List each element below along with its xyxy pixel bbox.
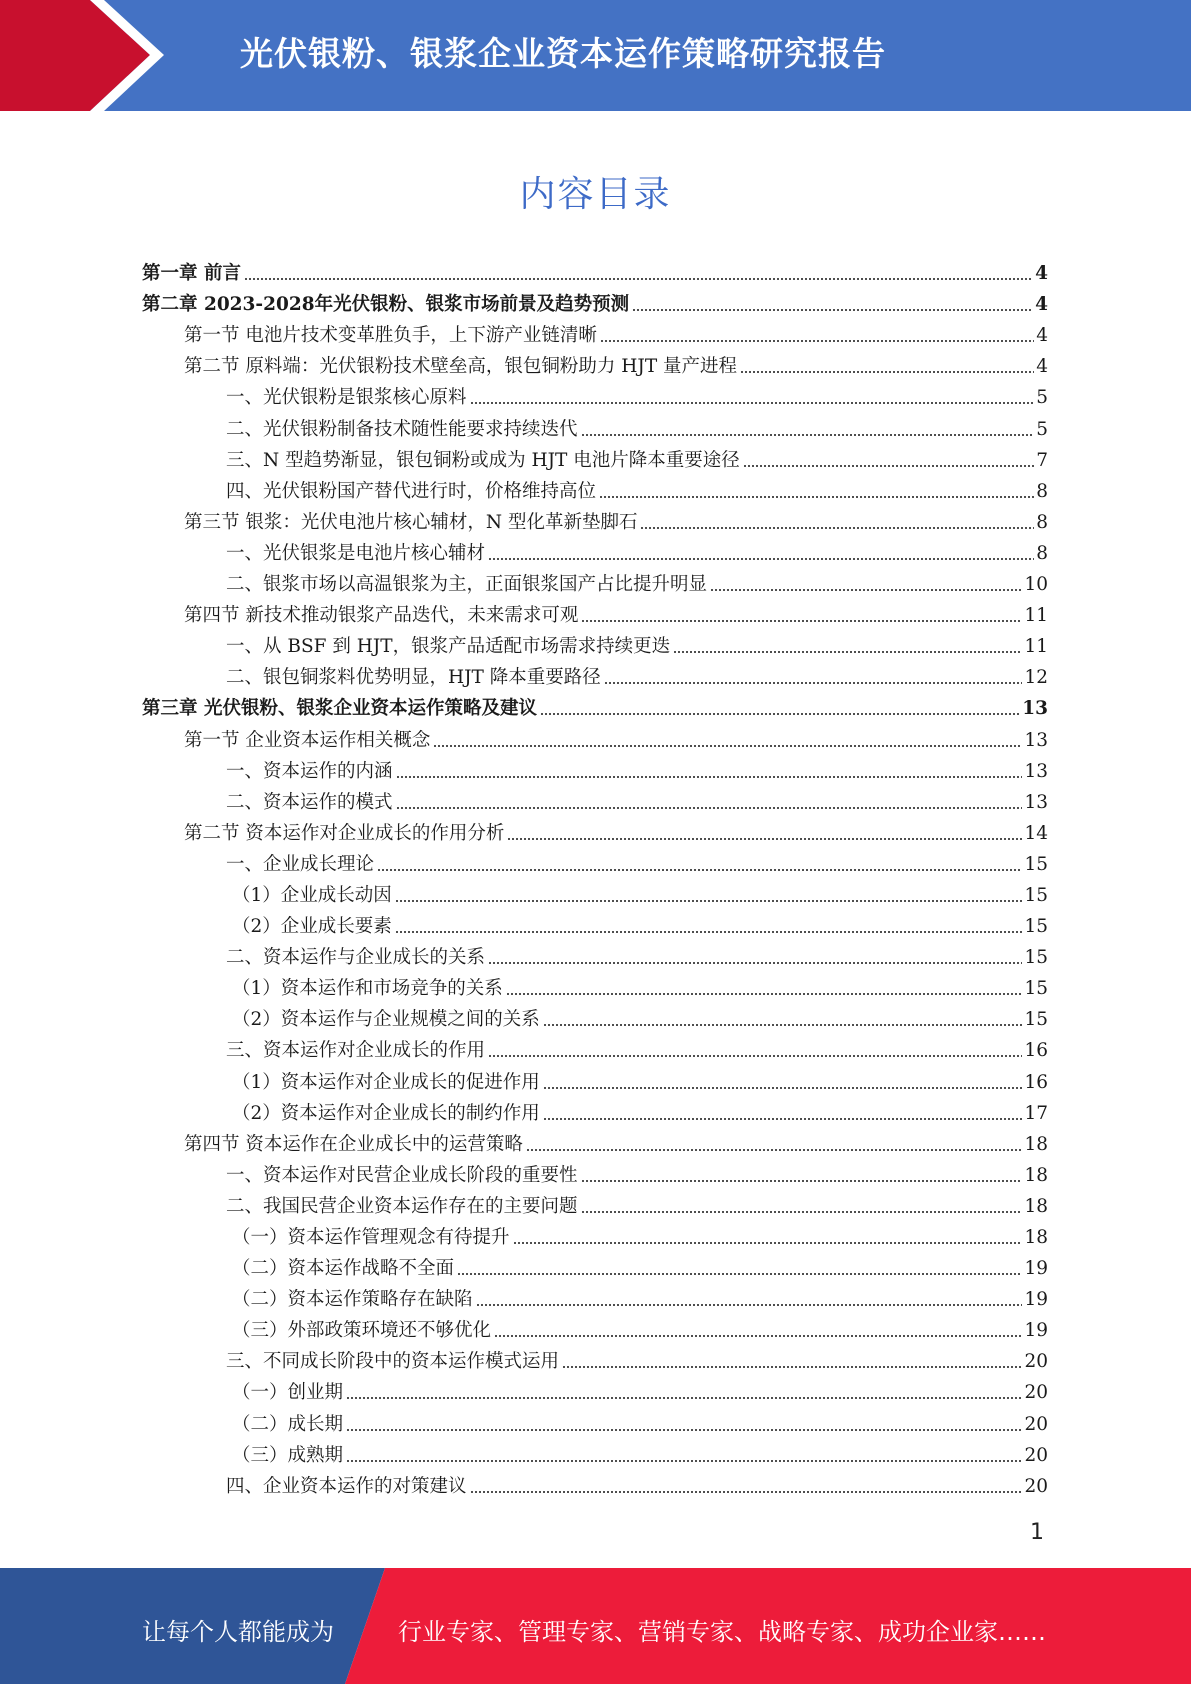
toc-leader-dots [395,930,1023,934]
toc-entry-page: 13 [1024,760,1048,782]
toc-entry[interactable] [142,907,1048,938]
report-title: 光伏银粉、银浆企业资本运作策略研究报告 [240,34,886,73]
toc-entry[interactable] [142,1373,1048,1404]
toc-entry-page: 14 [1024,822,1048,844]
toc-entry[interactable] [142,503,1048,534]
toc-leader-dots [346,1428,1022,1432]
toc-entry-label: 第二节 资本运作对企业成长的作用分析 [184,822,505,844]
toc-entry-label: 第一章 前言 [142,263,241,285]
toc-entry-label: （三）成熟期 [232,1444,344,1466]
toc-entry[interactable] [142,720,1048,751]
toc-entry-page: 15 [1024,978,1048,1000]
toc-entry-page: 16 [1024,1071,1048,1093]
toc-entry-page: 13 [1024,729,1048,751]
toc-leader-dots [743,464,1034,468]
toc-leader-dots [346,1459,1022,1463]
toc-entry[interactable] [142,1062,1048,1093]
toc-leader-dots [346,1396,1022,1400]
toc-entry-label: 第一节 企业资本运作相关概念 [184,729,431,751]
footer-slogan-right: 行业专家、管理专家、营销专家、战略专家、成功企业家…… [398,1618,1046,1646]
toc-entry[interactable] [142,1187,1048,1218]
toc-leader-dots [581,619,1022,623]
toc-entry-page: 7 [1036,449,1048,471]
toc-entry-page: 5 [1036,418,1048,440]
toc-entry-page: 20 [1024,1413,1048,1435]
toc-entry[interactable] [142,1311,1048,1342]
toc-entry-page: 15 [1024,947,1048,969]
toc-entry-label: 二、资本运作的模式 [226,791,393,813]
toc-entry-label: 三、不同成长阶段中的资本运作模式运用 [226,1351,560,1373]
toc-entry-page: 15 [1024,1009,1048,1031]
toc-entry-page: 4 [1036,356,1048,378]
toc-entry[interactable] [142,1342,1048,1373]
toc-entry[interactable] [142,1094,1048,1125]
toc-entry[interactable] [142,1467,1048,1498]
toc-entry-page: 11 [1024,636,1048,658]
toc-leader-dots [632,308,1033,312]
toc-leader-dots [377,868,1022,872]
toc-entry-label: 一、资本运作对民营企业成长阶段的重要性 [226,1164,578,1186]
toc-entry-page: 15 [1024,916,1048,938]
toc-entry-label: 三、N 型趋势渐显，银包铜粉或成为 HJT 电池片降本重要途径 [226,449,740,471]
toc-entry-page: 13 [1024,791,1048,813]
toc-entry-page: 19 [1024,1258,1048,1280]
toc-leader-dots [581,433,1035,437]
toc-entry-label: （二）资本运作策略存在缺陷 [232,1289,473,1311]
toc-entry-label: （1）资本运作对企业成长的促进作用 [232,1071,540,1093]
toc-entry-label: （二）成长期 [232,1413,344,1435]
toc-entry-label: （2）资本运作与企业规模之间的关系 [232,1009,540,1031]
toc-entry-page: 8 [1036,480,1048,502]
toc-leader-dots [581,1210,1023,1214]
toc-entry-page: 8 [1036,511,1048,533]
toc-entry-page: 19 [1024,1289,1048,1311]
toc-entry-label: （1）企业成长动因 [232,884,392,906]
toc-entry-page: 12 [1024,667,1048,689]
toc-entry-label: （一）创业期 [232,1382,344,1404]
toc-title: 内容目录 [519,174,672,215]
toc-leader-dots [488,557,1034,561]
toc-entry-page: 4 [1035,263,1048,285]
toc-entry[interactable] [142,347,1048,378]
toc-entry-label: （2）资本运作对企业成长的制约作用 [232,1102,540,1124]
toc-entry-page: 15 [1024,853,1048,875]
toc-entry-page: 19 [1024,1320,1048,1342]
toc-entry[interactable] [142,845,1048,876]
toc-entry-label: （1）资本运作和市场竞争的关系 [232,978,503,1000]
toc-entry-page: 20 [1024,1382,1048,1404]
page-footer [0,1568,1191,1684]
toc-entry[interactable] [142,1249,1048,1280]
toc-entry-page: 16 [1024,1040,1048,1062]
toc-entry-label: 一、资本运作的内涵 [226,760,393,782]
toc-leader-dots [470,1490,1023,1494]
toc-entry-label: 第一节 电池片技术变革胜负手，上下游产业链清晰 [184,325,597,347]
footer-slogan-left: 让每个人都能成为 [142,1618,334,1646]
page-header [0,0,1191,111]
toc-entry-label: 三、资本运作对企业成长的作用 [226,1040,486,1062]
toc-leader-dots [710,588,1022,592]
toc-entry[interactable] [142,1031,1048,1062]
toc-entry[interactable] [142,285,1048,316]
toc-entry-label: 第二节 原料端：光伏银粉技术壁垒高，银包铜粉助力 HJT 量产进程 [184,356,738,378]
toc-entry[interactable] [142,1436,1048,1467]
toc-leader-dots [396,775,1023,779]
toc-entry-page: 17 [1024,1102,1048,1124]
toc-entry-page: 10 [1024,574,1048,596]
toc-entry[interactable] [142,1000,1048,1031]
toc-leader-dots [740,370,1034,374]
toc-entry-page: 5 [1036,387,1048,409]
toc-leader-dots [543,1023,1023,1027]
toc-entry[interactable] [142,752,1048,783]
toc-entry-label: 二、资本运作与企业成长的关系 [226,947,486,969]
toc-entry[interactable] [142,472,1048,503]
toc-entry-label: 二、银浆市场以高温银浆为主，正面银浆国产占比提升明显 [226,574,708,596]
toc-leader-dots [476,1303,1023,1307]
toc-entry-label: 二、光伏银粉制备技术随性能要求持续迭代 [226,418,578,440]
toc-leader-dots [640,526,1034,530]
toc-entry[interactable] [142,1404,1048,1435]
toc-entry-label: （三）外部政策环境还不够优化 [232,1320,492,1342]
toc-leader-dots [433,744,1022,748]
toc-entry-page: 15 [1024,884,1048,906]
toc-entry-label: 一、从 BSF 到 HJT，银浆产品适配市场需求持续更迭 [226,636,671,658]
toc-entry-label: 第三节 银浆：光伏电池片核心辅材，N 型化革新垫脚石 [184,511,638,533]
toc-entry-page: 18 [1024,1195,1048,1217]
toc-leader-dots [470,401,1035,405]
toc-entry-page: 18 [1024,1227,1048,1248]
toc-entry-page: 18 [1024,1164,1048,1186]
header-red-arrow [0,0,150,111]
toc-entry-label: （2）企业成长要素 [232,916,392,938]
toc-entry[interactable] [142,876,1048,907]
toc-leader-dots [562,1365,1022,1369]
toc-entry[interactable] [142,1218,1048,1249]
toc-entry-label: 一、光伏银浆是电池片核心辅材 [226,542,486,564]
toc-leader-dots [513,1241,1023,1245]
toc-entry-label: 一、企业成长理论 [226,853,375,875]
toc-entry-label: 第三章 光伏银粉、银浆企业资本运作策略及建议 [142,698,537,720]
page-number: 1 [1030,1520,1044,1545]
toc-leader-dots [395,899,1023,903]
toc-entry[interactable] [142,378,1048,409]
toc-leader-dots [673,650,1022,654]
toc-entry[interactable] [142,596,1048,627]
toc-entry-label: 四、光伏银粉国产替代进行时，价格维持高位 [226,480,597,502]
toc-leader-dots [244,277,1033,281]
toc-entry-label: （一）资本运作管理观念有待提升 [232,1227,510,1248]
toc-entry[interactable] [142,441,1048,472]
toc-leader-dots [543,1117,1023,1121]
toc-leader-dots [507,837,1022,841]
toc-leader-dots [488,961,1022,965]
toc-entry-page: 4 [1035,294,1048,316]
toc-entry[interactable] [142,254,1048,285]
toc-leader-dots [506,992,1023,996]
toc-entry-label: 第二章 2023-2028年光伏银粉、银浆市场前景及趋势预测 [142,294,630,316]
toc-entry-label: 二、我国民营企业资本运作存在的主要问题 [226,1195,578,1217]
toc-leader-dots [396,806,1023,810]
toc-entry-label: 第四节 资本运作在企业成长中的运营策略 [184,1133,523,1155]
toc-entry[interactable] [142,969,1048,1000]
toc-entry[interactable] [142,1156,1048,1187]
toc-entry[interactable] [142,658,1048,689]
toc-entry-page: 20 [1024,1351,1048,1373]
toc-leader-dots [488,1054,1022,1058]
toc-entry-page: 4 [1036,325,1048,347]
toc-leader-dots [494,1334,1022,1338]
toc-entry-label: 一、光伏银粉是银浆核心原料 [226,387,467,409]
toc-entry[interactable] [142,814,1048,845]
toc-leader-dots [526,1148,1023,1152]
toc-entry[interactable] [142,938,1048,969]
toc-entry-label: 四、企业资本运作的对策建议 [226,1475,467,1497]
toc-entry-page: 20 [1024,1444,1048,1466]
toc-entry-label: （二）资本运作战略不全面 [232,1258,455,1280]
toc-entry[interactable] [142,316,1048,347]
toc-entry-page: 18 [1024,1133,1048,1155]
toc-entry-page: 11 [1024,605,1048,627]
toc-entry[interactable] [142,1125,1048,1156]
toc-entry[interactable] [142,565,1048,596]
toc-leader-dots [599,495,1034,499]
toc-leader-dots [543,1086,1023,1090]
toc-leader-dots [581,1179,1023,1183]
toc-leader-dots [540,712,1020,716]
toc-leader-dots [604,681,1023,685]
toc-entry[interactable] [142,627,1048,658]
toc-entry[interactable] [142,1280,1048,1311]
toc-leader-dots [600,339,1034,343]
toc-entry-page: 20 [1024,1475,1048,1497]
toc-entry-page: 8 [1036,542,1048,564]
toc-entry-label: 二、银包铜浆料优势明显，HJT 降本重要路径 [226,667,601,689]
toc-leader-dots [457,1272,1022,1276]
toc-entry[interactable] [142,783,1048,814]
toc-entry-label: 第四节 新技术推动银浆产品迭代，未来需求可观 [184,605,579,627]
toc-entry[interactable] [142,409,1048,440]
toc-entry-page: 13 [1022,698,1048,720]
toc-entry[interactable] [142,689,1048,720]
toc-entry[interactable] [142,534,1048,565]
table-of-contents [142,254,1048,1498]
